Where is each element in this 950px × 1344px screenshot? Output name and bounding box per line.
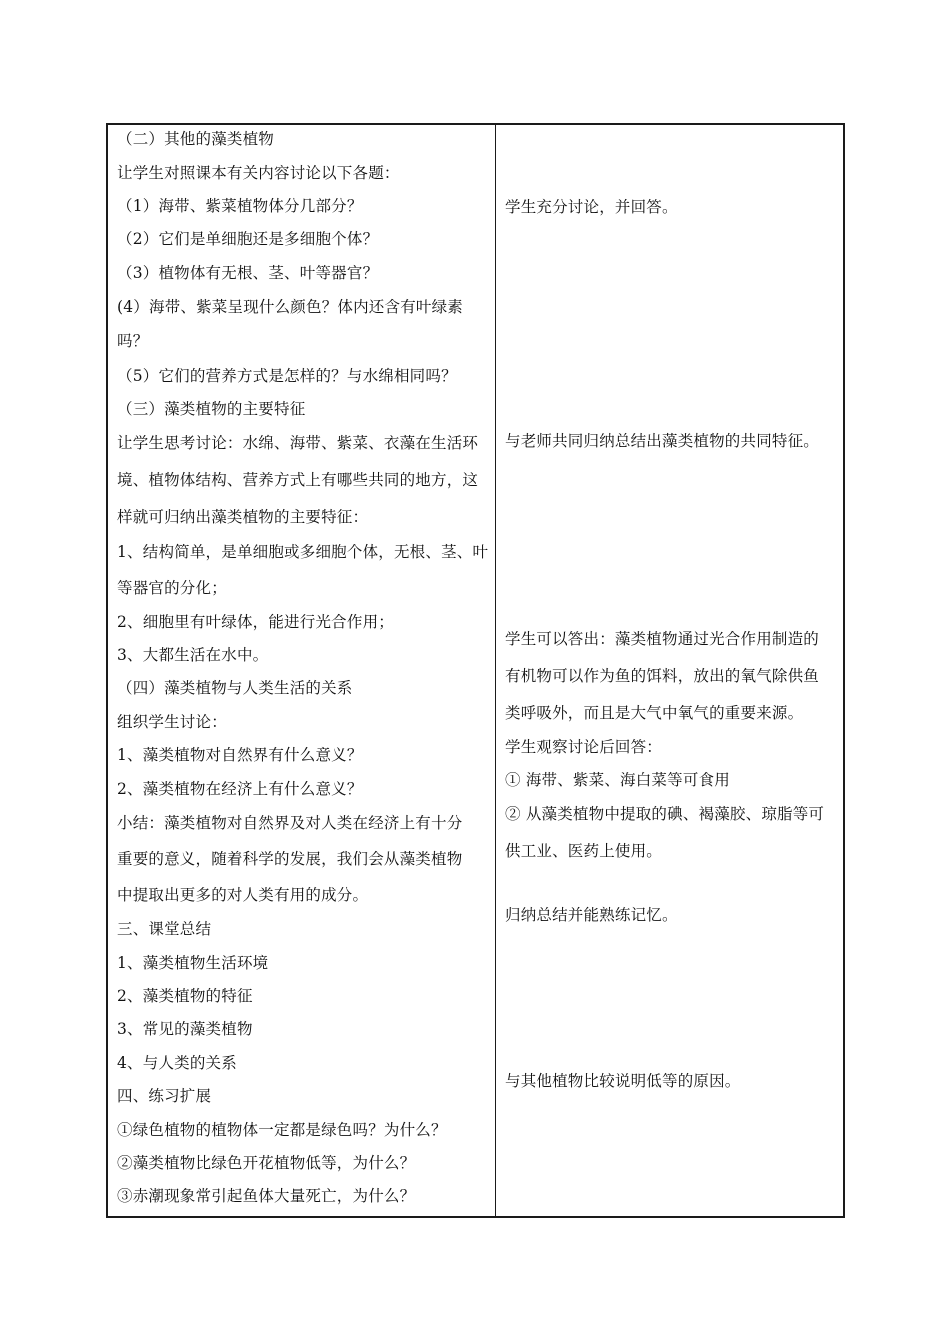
right-line: ① 海带、紫菜、海白菜等可食用 <box>505 771 730 789</box>
left-line: (4）海带、紫菜呈现什么颜色？体内还含有叶绿素 <box>117 298 464 316</box>
left-line: 境、植物体结构、营养方式上有哪些共同的地方，这 <box>117 471 479 489</box>
left-line: 2、藻类植物在经济上有什么意义？ <box>117 780 363 798</box>
right-line: 学生可以答出：藻类植物通过光合作用制造的 <box>505 630 820 648</box>
left-line: 吗？ <box>117 332 149 350</box>
right-line: 学生观察讨论后回答： <box>505 738 663 756</box>
left-line: （四）藻类植物与人类生活的关系 <box>117 679 353 697</box>
left-line: （3）植物体有无根、茎、叶等器官？ <box>117 264 379 282</box>
left-line: 1、藻类植物对自然界有什么意义？ <box>117 746 363 764</box>
right-line: ② 从藻类植物中提取的碘、褐藻胶、琼脂等可 <box>505 805 825 823</box>
left-line: 1、藻类植物生活环境 <box>117 954 269 972</box>
left-line: 小结：藻类植物对自然界及对人类在经济上有十分 <box>117 814 463 832</box>
left-line: 样就可归纳出藻类植物的主要特征： <box>117 508 369 526</box>
left-line: 四、练习扩展 <box>117 1087 212 1105</box>
left-line: 中提取出更多的对人类有用的成分。 <box>117 886 369 904</box>
left-line: 2、藻类植物的特征 <box>117 987 253 1005</box>
left-line: 让学生思考讨论：水绵、海带、紫菜、衣藻在生活环 <box>117 434 479 452</box>
left-line: （二）其他的藻类植物 <box>117 130 275 148</box>
right-line: 有机物可以作为鱼的饵料，放出的氧气除供鱼 <box>505 667 820 685</box>
left-line: 4、与人类的关系 <box>117 1054 237 1072</box>
right-line: 与老师共同归纳总结出藻类植物的共同特征。 <box>505 432 820 450</box>
left-line: 组织学生讨论： <box>117 713 227 731</box>
left-line: （5）它们的营养方式是怎样的？与水绵相同吗？ <box>117 367 457 385</box>
left-line: 三、课堂总结 <box>117 920 212 938</box>
left-line: 2、细胞里有叶绿体，能进行光合作用； <box>117 613 394 631</box>
right-line: 与其他植物比较说明低等的原因。 <box>505 1072 741 1090</box>
left-line: 等器官的分化； <box>117 579 227 597</box>
right-line: 学生充分讨论，并回答。 <box>505 198 678 216</box>
right-line: 类呼吸外，而且是大气中氧气的重要来源。 <box>505 704 804 722</box>
left-line: ②藻类植物比绿色开花植物低等，为什么？ <box>117 1154 416 1172</box>
left-line: （三）藻类植物的主要特征 <box>117 400 306 418</box>
lesson-table <box>106 123 845 1218</box>
column-divider <box>495 125 496 1216</box>
right-line: 归纳总结并能熟练记忆。 <box>505 906 678 924</box>
left-line: 让学生对照课本有关内容讨论以下各题： <box>117 164 400 182</box>
left-line: 1、结构简单，是单细胞或多细胞个体，无根、茎、叶 <box>117 543 489 561</box>
left-line: 重要的意义，随着科学的发展，我们会从藻类植物 <box>117 850 463 868</box>
left-line: ①绿色植物的植物体一定都是绿色吗？为什么？ <box>117 1121 447 1139</box>
left-line: 3、大都生活在水中。 <box>117 646 269 664</box>
left-line: 3、常见的藻类植物 <box>117 1020 253 1038</box>
left-line: （2）它们是单细胞还是多细胞个体？ <box>117 230 379 248</box>
right-line: 供工业、医药上使用。 <box>505 842 663 860</box>
left-line: ③赤潮现象常引起鱼体大量死亡，为什么？ <box>117 1187 416 1205</box>
left-line: （1）海带、紫菜植物体分几部分？ <box>117 197 363 215</box>
